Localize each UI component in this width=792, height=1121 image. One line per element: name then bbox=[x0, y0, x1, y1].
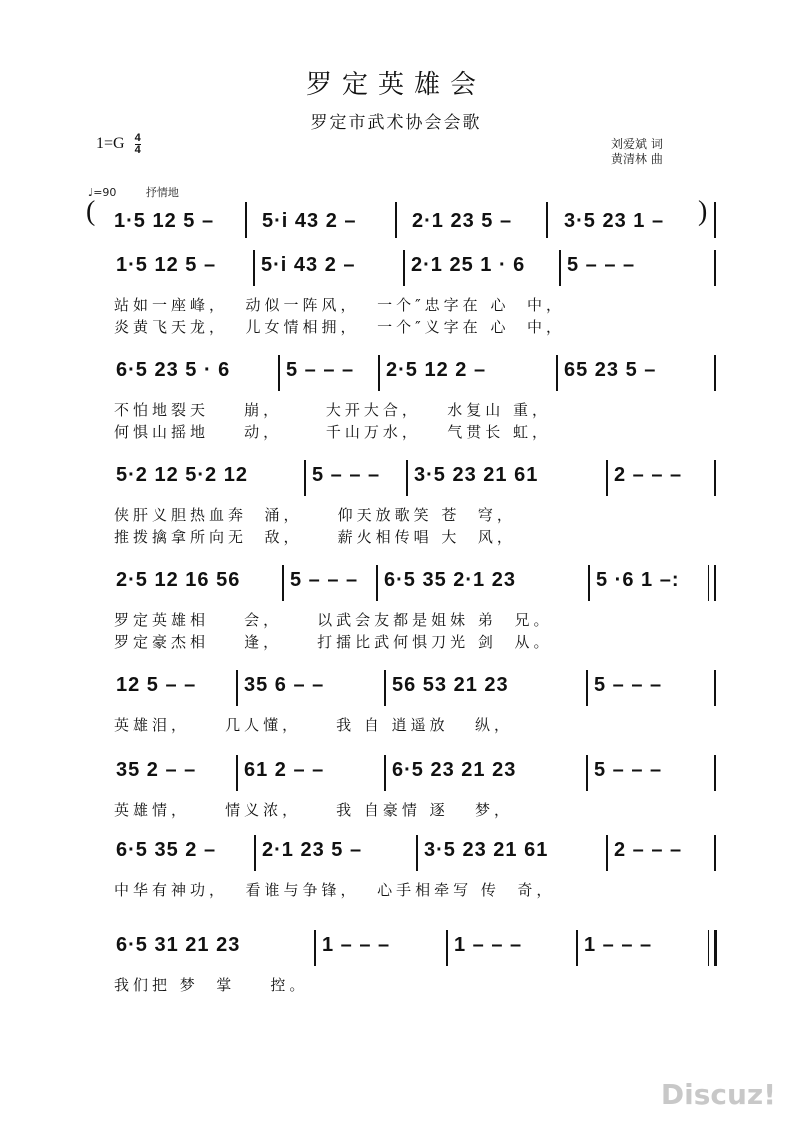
lyric-line: 炎黄飞天龙， 儿女情相拥， 一个″义字在 心 中， bbox=[114, 318, 565, 336]
barline bbox=[314, 930, 316, 966]
score-row bbox=[0, 755, 792, 835]
barline bbox=[236, 670, 238, 706]
barline bbox=[714, 755, 716, 791]
measure-notes: 65 23 5 – bbox=[564, 359, 657, 381]
measure-notes: 6·5 35 2 – bbox=[116, 839, 217, 861]
measure-notes: 35 6 – – bbox=[244, 674, 325, 696]
intro-row bbox=[88, 200, 718, 240]
song-subtitle: 罗定市武术协会会歌 bbox=[310, 113, 482, 133]
barline bbox=[304, 460, 306, 496]
composer: 黄清林 曲 bbox=[611, 152, 663, 166]
barline bbox=[282, 565, 284, 601]
measure-notes: 5·i 43 2 – bbox=[261, 254, 356, 276]
watermark: Discuz! bbox=[660, 1078, 776, 1111]
score-row bbox=[0, 250, 792, 336]
barline bbox=[556, 355, 558, 391]
time-denominator: 4 bbox=[134, 144, 141, 156]
barline bbox=[236, 755, 238, 791]
measure-notes: 2·1 23 5 – bbox=[262, 839, 363, 861]
intro-measure-2 bbox=[262, 200, 392, 240]
measure-notes: 3·5 23 21 61 bbox=[414, 464, 539, 486]
notes: 5·i 43 2 – bbox=[262, 210, 357, 232]
barline bbox=[378, 355, 380, 391]
barline bbox=[416, 835, 418, 871]
time-signature bbox=[135, 133, 141, 156]
score-row bbox=[0, 670, 792, 750]
lyric-line: 英雄泪， 几人懂， 我 自 逍遥放 纵， bbox=[114, 716, 513, 734]
barline bbox=[714, 460, 716, 496]
measure-notes: 5 – – – bbox=[290, 569, 359, 591]
measure-notes: 5 – – – bbox=[594, 674, 663, 696]
barline bbox=[278, 355, 280, 391]
score-row bbox=[0, 355, 792, 441]
barline bbox=[253, 250, 255, 286]
measure-notes: 12 5 – – bbox=[116, 674, 197, 696]
measure-notes: 5 – – – bbox=[567, 254, 636, 276]
final-barline-thin bbox=[708, 930, 709, 966]
measure-notes: 5 – – – bbox=[594, 759, 663, 781]
barline bbox=[714, 835, 716, 871]
measure-notes: 1 – – – bbox=[584, 934, 653, 956]
key-signature bbox=[96, 133, 141, 156]
measure-notes: 3·5 23 21 61 bbox=[424, 839, 549, 861]
barline bbox=[714, 565, 716, 601]
barline bbox=[714, 355, 716, 391]
measure-notes: 61 2 – – bbox=[244, 759, 325, 781]
score-row bbox=[0, 565, 792, 651]
measure-notes: 35 2 – – bbox=[116, 759, 197, 781]
barline bbox=[446, 930, 448, 966]
lyric-line: 中华有神功， 看谁与争锋， 心手相牵写 传 奇， bbox=[114, 881, 556, 899]
notes: 3·5 23 1 – bbox=[564, 210, 665, 232]
measure-notes: 1 – – – bbox=[322, 934, 391, 956]
measure-notes: 6·5 23 5 · 6 bbox=[116, 359, 231, 381]
score-row bbox=[0, 835, 792, 915]
mood-marking: 抒情地 bbox=[145, 186, 179, 199]
measure-notes: 1·5 12 5 – bbox=[116, 254, 217, 276]
barline bbox=[376, 565, 378, 601]
barline bbox=[606, 835, 608, 871]
barline bbox=[384, 670, 386, 706]
notes: 1·5 12 5 – bbox=[114, 210, 215, 232]
measure-notes: 5 ·6 1 –: bbox=[596, 569, 680, 591]
barline bbox=[714, 670, 716, 706]
final-barline bbox=[714, 930, 717, 966]
measure-notes: 2 – – – bbox=[614, 464, 683, 486]
barline bbox=[586, 670, 588, 706]
barline bbox=[586, 755, 588, 791]
time-numerator: 4 bbox=[134, 132, 141, 144]
lyric-line: 推拨擒拿所向无 敌， 薪火相传唱 大 风， bbox=[114, 528, 516, 546]
key-label: 1=G bbox=[96, 135, 125, 153]
lyric-line: 侠肝义胆热血奔 涌， 仰天放歌笑 苍 穹， bbox=[114, 506, 516, 524]
lyric-line: 何惧山摇地 动， 千山万水， 气贯长 虹， bbox=[114, 423, 551, 441]
measure-notes: 2 – – – bbox=[614, 839, 683, 861]
lyricist: 刘爱斌 词 bbox=[611, 137, 663, 151]
intro-close-paren: ) bbox=[698, 196, 708, 227]
score-row bbox=[0, 460, 792, 546]
barline bbox=[576, 930, 578, 966]
measure-notes: 56 53 21 23 bbox=[392, 674, 509, 696]
barline bbox=[714, 250, 716, 286]
lyric-line: 英雄情， 情义浓， 我 自豪情 逐 梦， bbox=[114, 801, 513, 819]
repeat-barline bbox=[708, 565, 709, 601]
measure-notes: 6·5 31 21 23 bbox=[116, 934, 241, 956]
tempo-marking bbox=[88, 184, 179, 200]
score-row bbox=[0, 930, 792, 1010]
lyric-line: 不怕地裂天 崩， 大开大合， 水复山 重， bbox=[114, 401, 551, 419]
barline bbox=[546, 202, 548, 238]
barline bbox=[714, 202, 716, 238]
measure-notes: 6·5 35 2·1 23 bbox=[384, 569, 516, 591]
measure-notes: 2·1 25 1 · 6 bbox=[411, 254, 526, 276]
lyric-line: 罗定英雄相 会， 以武会友都是姐妹 弟 兄。 bbox=[114, 611, 553, 629]
barline bbox=[588, 565, 590, 601]
intro-measure-3 bbox=[412, 200, 542, 240]
credits bbox=[611, 137, 663, 167]
barline bbox=[606, 460, 608, 496]
intro-measure-1 bbox=[114, 200, 244, 240]
song-title: 罗定英雄会 bbox=[305, 70, 486, 100]
lyric-line: 罗定豪杰相 逢， 打擂比武何惧刀光 剑 从。 bbox=[114, 633, 553, 651]
barline bbox=[406, 460, 408, 496]
measure-notes: 5·2 12 5·2 12 bbox=[116, 464, 248, 486]
intro-measure-4 bbox=[564, 200, 694, 240]
measure-notes: 1 – – – bbox=[454, 934, 523, 956]
tempo-value: ♩=90 bbox=[88, 186, 117, 199]
lyric-line: 站如一座峰， 动似一阵风， 一个″忠字在 心 中， bbox=[114, 296, 565, 314]
barline bbox=[395, 202, 397, 238]
intro-open-paren: ( bbox=[86, 196, 96, 227]
barline bbox=[559, 250, 561, 286]
notes: 2·1 23 5 – bbox=[412, 210, 513, 232]
measure-notes: 2·5 12 16 56 bbox=[116, 569, 241, 591]
barline bbox=[403, 250, 405, 286]
lyric-line: 我们把 梦 掌 控。 bbox=[114, 976, 309, 994]
barline bbox=[245, 202, 247, 238]
barline bbox=[384, 755, 386, 791]
measure-notes: 5 – – – bbox=[286, 359, 355, 381]
measure-notes: 6·5 23 21 23 bbox=[392, 759, 517, 781]
measure-notes: 5 – – – bbox=[312, 464, 381, 486]
barline bbox=[254, 835, 256, 871]
measure-notes: 2·5 12 2 – bbox=[386, 359, 487, 381]
